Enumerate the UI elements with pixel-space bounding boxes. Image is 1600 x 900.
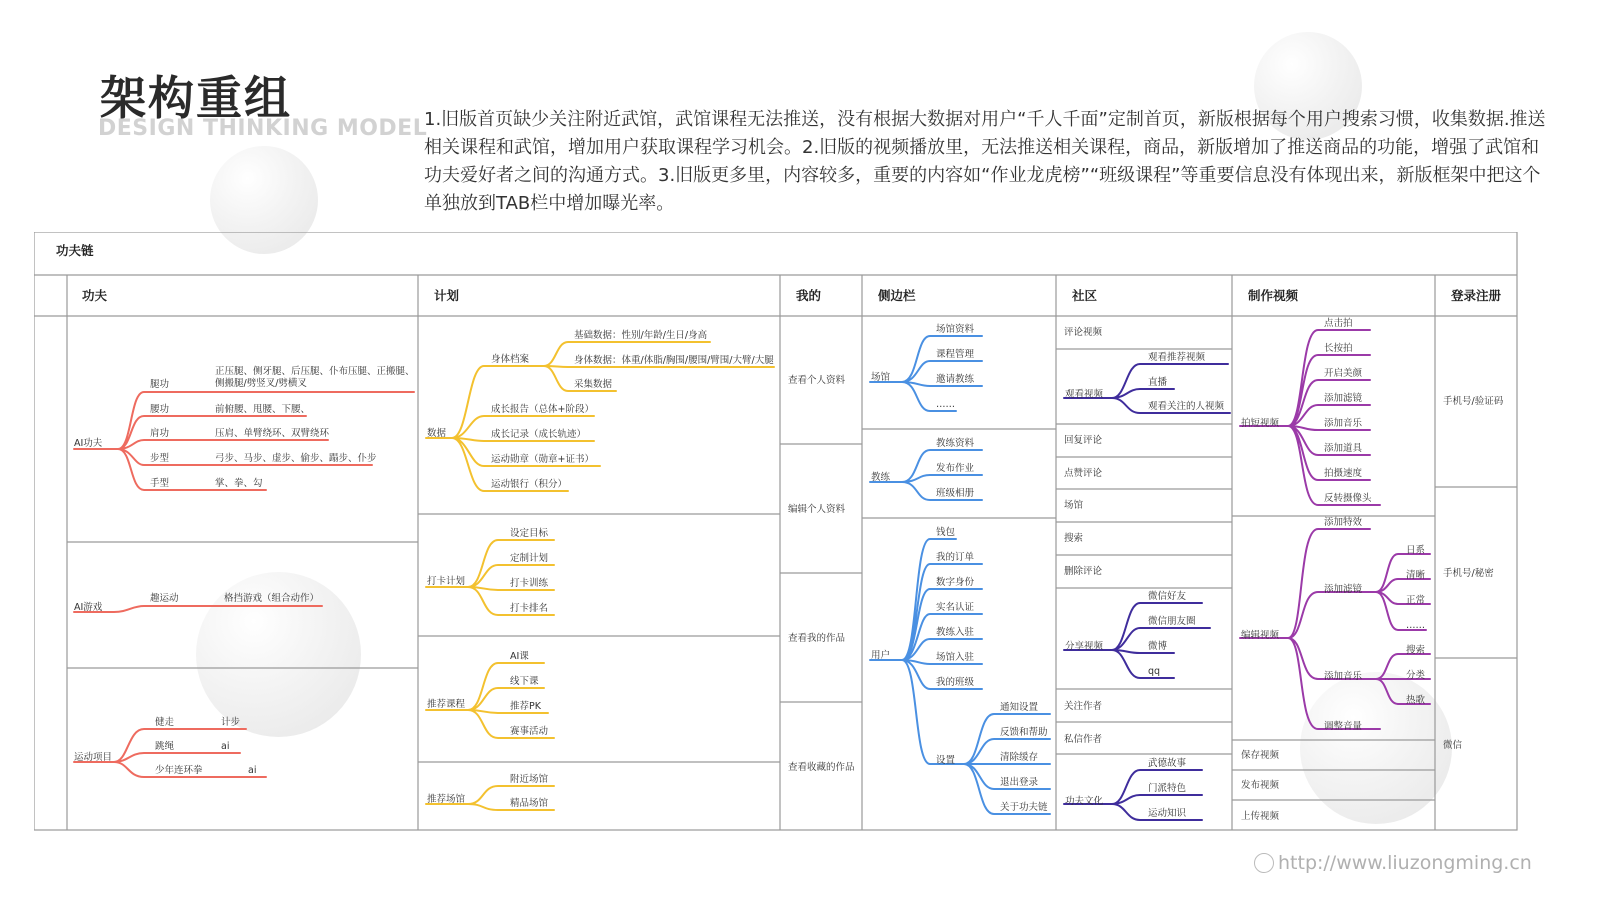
leaf-nearby-venues: 附近场馆 — [510, 774, 549, 785]
cell-message-author: 私信作者 — [1064, 734, 1103, 745]
leaf-shoulder-skill: 压肩、单臂绕环、双臂绕环 — [215, 428, 330, 439]
leaf-add-effect: 添加特效 — [1324, 517, 1363, 528]
leaf-notify-settings: 通知设置 — [1000, 702, 1039, 713]
column-header-make-video: 制作视频 — [1248, 288, 1299, 303]
node-walk: 健走 — [155, 717, 175, 728]
cell-follow-author: 关注作者 — [1064, 701, 1103, 712]
leaf-digital-id: 数字身份 — [936, 577, 975, 588]
cell-community-venue: 场馆 — [1064, 500, 1084, 511]
leaf-logout: 退出登录 — [1000, 777, 1039, 788]
leaf-step-count: 计步 — [221, 717, 241, 728]
leaf-rope-ai: ai — [221, 741, 230, 752]
leaf-stance: 弓步、马步、虚步、偷步、蹋步、仆步 — [215, 453, 377, 464]
watermark-url: http://www.liuzongming.cn — [1278, 852, 1532, 874]
leaf-clear-cache: 清除缓存 — [1000, 752, 1039, 763]
node-body-profile: 身体档案 — [491, 354, 530, 365]
leaf-venue-info: 场馆资料 — [936, 324, 975, 335]
leaf-music-hot: 热歌 — [1406, 695, 1426, 706]
leaf-watch-recommend: 观看推荐视频 — [1148, 352, 1206, 363]
leaf-ai-course: AI课 — [510, 651, 529, 662]
leaf-boutique-venues: 精品场馆 — [510, 798, 549, 809]
leaf-class-album: 班级相册 — [936, 488, 975, 499]
leaf-about: 关于功夫链 — [1000, 802, 1048, 813]
cell-like-comment: 点赞评论 — [1064, 468, 1103, 479]
cell-publish-video: 发布视频 — [1241, 780, 1280, 791]
cell-comment-video: 评论视频 — [1064, 327, 1103, 338]
leaf-publish-homework: 发布作业 — [936, 463, 975, 474]
leaf-martial-stories: 武德故事 — [1148, 758, 1187, 769]
leaf-leg-skill-line2: 侧搬腿/劈竖叉/劈横叉 — [215, 378, 307, 389]
leaf-flip-camera: 反转摄像头 — [1324, 493, 1372, 504]
cell-wechat-login: 微信 — [1443, 740, 1463, 751]
leaf-my-class: 我的班级 — [936, 677, 975, 688]
leaf-music-search: 搜索 — [1406, 645, 1426, 656]
leaf-wallet: 钱包 — [936, 527, 956, 538]
cell-view-works: 查看我的作品 — [788, 633, 846, 644]
cell-view-favorites: 查看收藏的作品 — [788, 762, 855, 773]
leaf-sport-bank: 运动银行（积分） — [491, 479, 568, 490]
leaf-my-orders: 我的订单 — [936, 552, 975, 563]
leaf-growth-record: 成长记录（成长轨迹） — [491, 429, 587, 440]
globe-icon — [1254, 853, 1274, 873]
node-edit-music: 添加音乐 — [1324, 671, 1363, 682]
node-share-video: 分享视频 — [1065, 641, 1104, 652]
architecture-diagram — [34, 232, 1520, 838]
node-edit-filter: 添加滤镜 — [1324, 584, 1363, 595]
cell-phone-code: 手机号/验证码 — [1443, 396, 1504, 407]
mindmap-edit-video — [1240, 529, 1430, 729]
leaf-shoot-speed: 拍摄速度 — [1324, 468, 1363, 479]
node-sport-projects: 运动项目 — [74, 752, 113, 763]
leaf-hold-shoot: 长按拍 — [1324, 343, 1353, 354]
leaf-filter-more: …… — [1406, 620, 1425, 631]
node-shoulder-skill: 肩功 — [150, 428, 170, 439]
leaf-filter-japanese: 日系 — [1406, 545, 1426, 556]
page-subtitle: DESIGN THINKING MODEL — [98, 116, 428, 141]
node-shoot-video: 拍短视频 — [1241, 418, 1280, 429]
leaf-watch-following: 观看关注的人视频 — [1148, 401, 1225, 412]
cell-phone-password: 手机号/秘密 — [1443, 568, 1494, 579]
diagram-grid — [34, 232, 1517, 830]
leaf-sport-knowledge: 运动知识 — [1148, 808, 1187, 819]
leaf-set-goal: 设定目标 — [510, 528, 549, 539]
node-ai-gongfu: AI功夫 — [74, 438, 103, 449]
column-header-mine: 我的 — [796, 288, 822, 303]
node-data: 数据 — [427, 428, 447, 439]
leaf-coach-join: 教练入驻 — [936, 627, 975, 638]
leaf-filter-clear: 清晰 — [1406, 570, 1426, 581]
leaf-venue-more: …… — [936, 399, 955, 410]
leaf-sect-features: 门派特色 — [1148, 783, 1187, 794]
node-coach: 教练 — [871, 472, 891, 483]
leaf-add-music: 添加音乐 — [1324, 418, 1363, 429]
leaf-fist-ai: ai — [248, 765, 257, 776]
leaf-basic-data: 基础数据：性别/年龄/生日/身高 — [574, 330, 708, 341]
leaf-body-data: 身体数据：体重/体脂/胸围/腰围/臂围/大臂/大腿 — [574, 355, 774, 366]
column-header-gongfu: 功夫 — [82, 288, 108, 303]
column-header-login: 登录注册 — [1451, 288, 1502, 303]
column-header-sidebar: 侧边栏 — [878, 288, 916, 303]
node-edit-video: 编辑视频 — [1241, 630, 1280, 641]
leaf-tap-shoot: 点击拍 — [1324, 318, 1353, 329]
leaf-wechat-moments: 微信朋友圈 — [1148, 616, 1196, 627]
cell-reply-comment: 回复评论 — [1064, 435, 1103, 446]
cell-save-video: 保存视频 — [1241, 750, 1280, 761]
leaf-live: 直播 — [1148, 377, 1168, 388]
leaf-coach-info: 教练资料 — [936, 438, 975, 449]
leaf-adjust-volume: 调整音量 — [1324, 721, 1363, 732]
leaf-wechat-friend: 微信好友 — [1148, 591, 1187, 602]
cell-edit-profile: 编辑个人资料 — [788, 504, 846, 515]
leaf-weibo: 微博 — [1148, 641, 1168, 652]
page-title: 架构重组 — [100, 71, 292, 125]
node-waist-skill: 腰功 — [150, 404, 170, 415]
cell-view-profile: 查看个人资料 — [788, 375, 846, 386]
node-hand-shape: 手型 — [150, 478, 170, 489]
node-ai-game: AI游戏 — [74, 602, 103, 613]
leaf-course-manage: 课程管理 — [936, 349, 975, 360]
node-fun-sport: 趣运动 — [150, 593, 179, 604]
leaf-invite-coach: 邀请教练 — [936, 374, 975, 385]
leaf-filter-normal: 正常 — [1406, 595, 1426, 606]
leaf-collect-data: 采集数据 — [574, 379, 613, 390]
column-header-community: 社区 — [1072, 288, 1098, 303]
app-title: 功夫链 — [56, 243, 94, 258]
node-watch-video: 观看视频 — [1065, 389, 1104, 400]
node-youth-fist: 少年连环拳 — [155, 765, 203, 776]
leaf-feedback: 反馈和帮助 — [1000, 727, 1048, 738]
leaf-checkin-train: 打卡训练 — [510, 578, 549, 589]
node-recommend-venues: 推荐场馆 — [427, 794, 466, 805]
leaf-block-game: 格挡游戏（组合动作） — [224, 593, 320, 604]
node-venue: 场馆 — [871, 372, 891, 383]
leaf-recommend-pk: 推荐PK — [510, 701, 541, 712]
leaf-hand-shape: 掌、拳、勾 — [215, 478, 263, 489]
leaf-custom-plan: 定制计划 — [510, 553, 549, 564]
node-settings: 设置 — [936, 755, 956, 766]
node-kungfu-culture: 功夫文化 — [1065, 796, 1104, 807]
cell-delete-comment: 删除评论 — [1064, 566, 1103, 577]
leaf-add-filter: 添加滤镜 — [1324, 393, 1363, 404]
cell-search: 搜索 — [1064, 533, 1084, 544]
leaf-waist-skill: 前俯腰、甩腰、下腰、 — [215, 404, 311, 415]
leaf-music-category: 分类 — [1406, 670, 1426, 681]
leaf-add-props: 添加道具 — [1324, 443, 1363, 454]
leaf-sport-medal: 运动勋章（勋章+证书） — [491, 454, 594, 465]
node-checkin-plan: 打卡计划 — [427, 576, 466, 587]
node-leg-skill: 腿功 — [150, 379, 170, 390]
mindmap-ai-game — [74, 606, 322, 612]
leaf-real-name: 实名认证 — [936, 602, 975, 613]
leaf-checkin-rank: 打卡排名 — [510, 603, 549, 614]
leaf-venue-join: 场馆入驻 — [936, 652, 975, 663]
leaf-beauty: 开启美颜 — [1324, 368, 1363, 379]
description-text: 1.旧版首页缺少关注附近武馆，武馆课程无法推送，没有根据大数据对用户“千人千面”定制首页，新版根据每个用户搜索习惯，收集数据.推送相关课程和武馆，增加用户获取课程学习机会。2.旧版的视频播放里，无法推送相关课程，商品，新版增加了推送商品的功能，增强了武馆和功夫爱好者之间的沟通方式。3.旧版更多里，内容较多，重要的内容如“作业龙虎榜”“班级课程”等重要信息没有体现出来，新版框架中把这个单独放到TAB栏中增加曝光率。 — [424, 109, 1546, 214]
leaf-offline-course: 线下课 — [510, 676, 539, 687]
leaf-leg-skill-line1: 正压腿、侧牙腿、后压腿、仆布压腿、正搬腿、 — [215, 366, 415, 377]
node-rope: 跳绳 — [155, 741, 175, 752]
node-user: 用户 — [871, 650, 891, 661]
node-recommend-courses: 推荐课程 — [427, 699, 466, 710]
leaf-qq: qq — [1148, 666, 1161, 677]
leaf-events: 赛事活动 — [510, 726, 549, 737]
column-header-plan: 计划 — [434, 288, 460, 303]
cell-upload-video: 上传视频 — [1241, 811, 1280, 822]
node-stance: 步型 — [150, 453, 170, 464]
leaf-growth-report: 成长报告（总体+阶段） — [491, 404, 594, 415]
